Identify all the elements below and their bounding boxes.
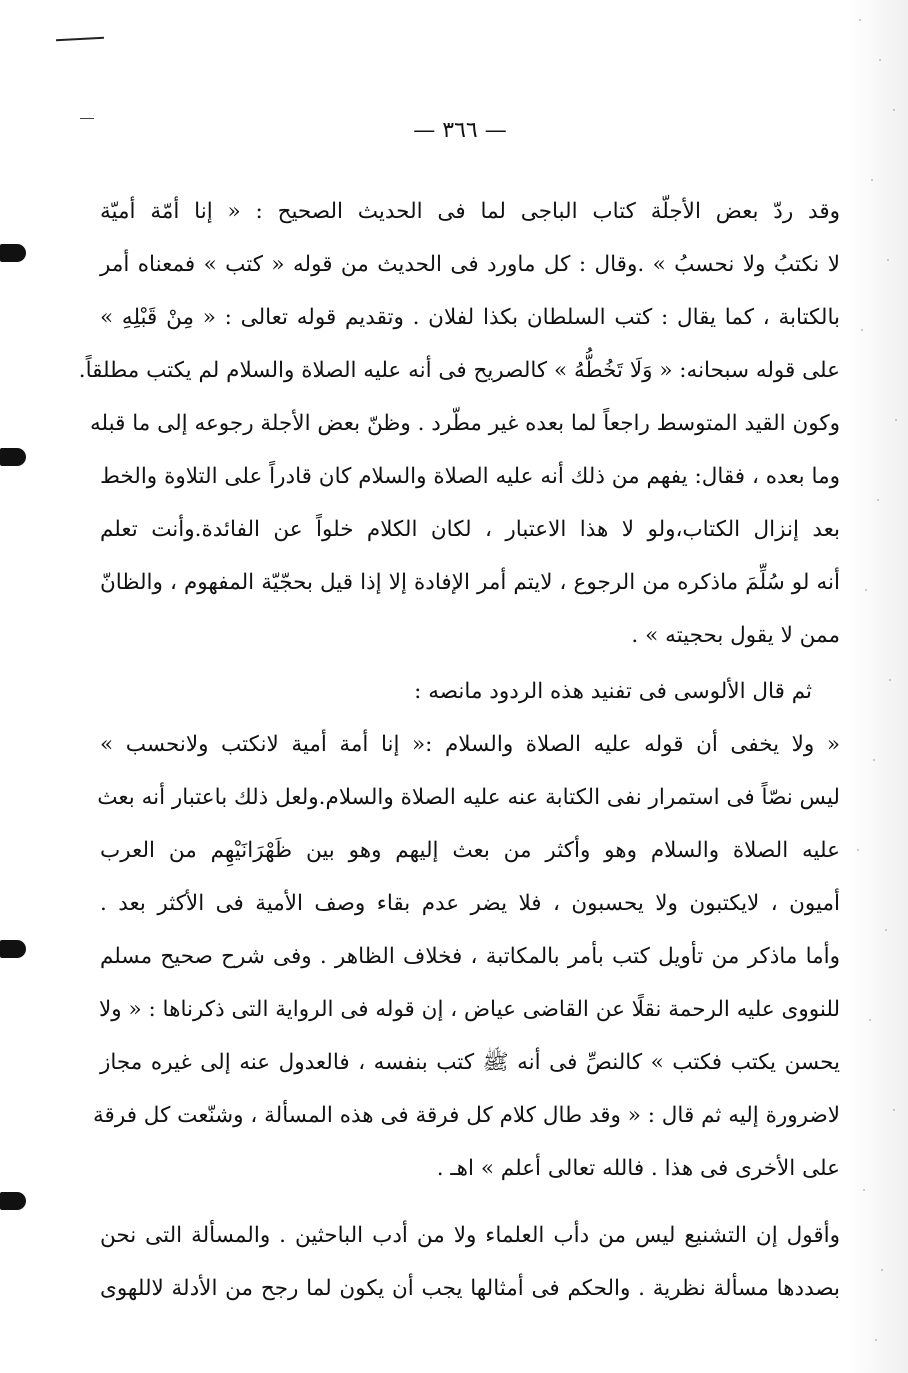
margin-tab-marker [0, 448, 26, 466]
text-line: لاضرورة إليه ثم قال : « وقد طال كلام كل فرقة فى هذه المسألة ، وشنّعت كل فرقة [93, 1103, 840, 1128]
text-line: وكون القيد المتوسط راجعاً لما بعده غير مطّرد . وظنّ بعض الأجلة رجوعه إلى ما قبله [90, 411, 840, 436]
text-line: ثم قال الألوسى فى تفنيد هذه الردود مانصه : [414, 679, 812, 704]
text-line: وأقول إن التشنيع ليس من دأب العلماء ولا من أدب الباحثين . والمسألة التى نحن [100, 1223, 840, 1248]
text-line: بالكتابة ، كما يقال : كتب السلطان بكذا لفلان . وتقديم قوله تعالى : « مِنْ قَبْلِهِ » [100, 305, 840, 330]
scan-noise-decoration [850, 0, 902, 1373]
page-number: — ٣٦٦ — [413, 118, 507, 143]
text-line: يحسن يكتب فكتب » كالنصِّ فى أنه ﷺ كتب بنفسه ، فالعدول عنه إلى غيره مجاز [100, 1050, 840, 1075]
text-line: « ولا يخفى أن قوله عليه الصلاة والسلام :« إنا أمة أمية لانكتب ولانحسب » [100, 732, 840, 757]
text-line: عليه الصلاة والسلام وهو وأكثر من بعث إليهم وهو بين ظَهْرَانَيْهِم من العرب [100, 838, 840, 863]
text-line: للنووى عليه الرحمة نقلًا عن القاضى عياض ، إن قوله فى الرواية التى ذكرناها : « ولا [99, 997, 840, 1022]
text-line: على الأخرى فى هذا . فالله تعالى أعلم » اهـ . [436, 1156, 840, 1181]
text-line: ممن لا يقول بحجيته » . [631, 623, 840, 648]
text-line: أميون ، لايكتبون ولا يحسبون ، فلا يضر عدم بقاء وصف الأمية فى الأكثر بعد . [100, 891, 840, 916]
text-line: وأما ماذكر من تأويل كتب بأمر بالمكاتبة ، فخلاف الظاهر . وفى شرح صحيح مسلم [100, 944, 840, 969]
text-line: وقد ردّ بعض الأجلّة كتاب الباجى لما فى الحديث الصحيح : « إنا أمّة أميّة [100, 199, 840, 224]
margin-tab-marker [0, 940, 26, 958]
margin-tab-marker [0, 244, 26, 262]
text-line: أنه لو سُلِّمَ ماذكره من الرجوع ، لايتم أمر الإفادة إلا إذا قيل بحجّيّة المفهوم ، والظانّ [100, 570, 840, 595]
text-line: بعد إنزال الكتاب،ولو لا هذا الاعتبار ، لكان الكلام خلواً عن الفائدة.وأنت تعلم [100, 517, 840, 542]
text-line: ليس نصّاً فى استمرار نفى الكتابة عنه عليه الصلاة والسلام.ولعل ذلك باعتبار أنه بعث [97, 785, 840, 810]
text-line: وما بعده ، فقال: يفهم من ذلك أنه عليه الصلاة والسلام كان قادراً على التلاوة والخط [100, 464, 840, 489]
margin-tab-marker [0, 1192, 26, 1210]
text-line: على قوله سبحانه: « وَلَا تَخُطُّهُ » كالصريح فى أنه عليه الصلاة والسلام لم يكتب مطلقاً. [78, 358, 840, 383]
margin-pen-mark [56, 37, 104, 42]
margin-tick-mark [80, 118, 94, 119]
text-line: لا نكتبُ ولا نحسبُ » .وقال : كل ماورد فى الحديث من قوله « كتب » فمعناه أمر [100, 252, 840, 277]
text-line: بصددها مسألة نظرية . والحكم فى أمثالها يجب أن يكون لما رجح من الأدلة لاللهوى [100, 1276, 840, 1301]
